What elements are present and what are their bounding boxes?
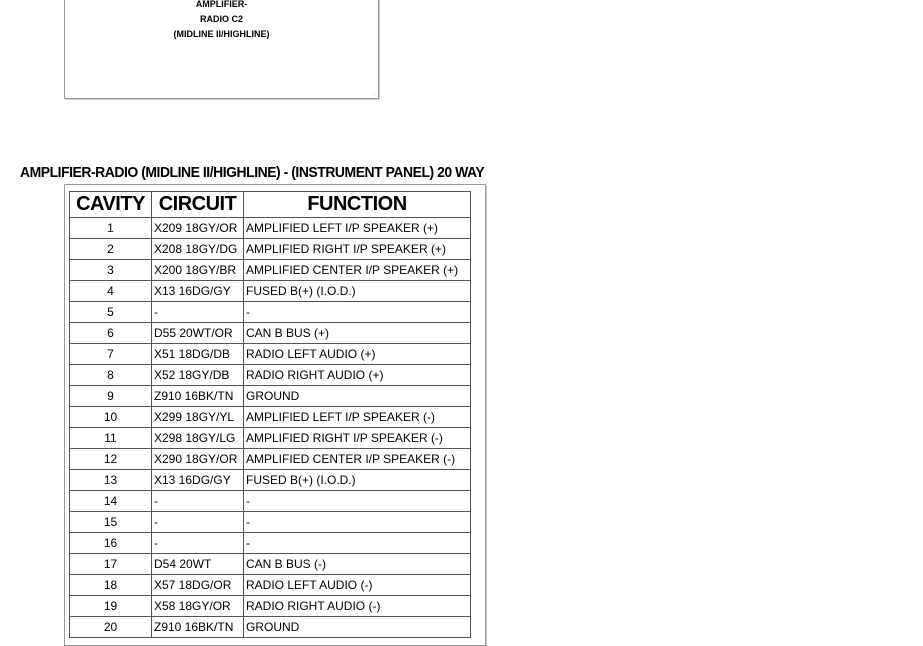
figure-caption-line-3: (MIDLINE II/HIGHLINE) — [173, 29, 270, 39]
header-function: FUNCTION — [244, 192, 471, 218]
cavity-cell: 3 — [70, 260, 152, 281]
circuit-cell: - — [152, 512, 244, 533]
figure-caption — [65, 0, 378, 42]
circuit-cell: X298 18GY/LG — [152, 428, 244, 449]
circuit-cell: X51 18DG/DB — [152, 344, 244, 365]
cavity-cell: 18 — [70, 575, 152, 596]
cavity-cell: 17 — [70, 554, 152, 575]
table-row — [70, 407, 471, 428]
cavity-cell: 19 — [70, 596, 152, 617]
pinout-table — [69, 191, 471, 638]
circuit-cell: X13 16DG/GY — [152, 470, 244, 491]
figure-caption-line-2: RADIO C2 — [199, 14, 243, 24]
table-row — [70, 386, 471, 407]
table-row — [70, 554, 471, 575]
function-cell: GROUND — [244, 386, 471, 407]
circuit-cell: X52 18GY/DB — [152, 365, 244, 386]
cavity-cell: 6 — [70, 323, 152, 344]
cavity-cell: 1 — [70, 218, 152, 239]
header-cavity: CAVITY — [70, 192, 152, 218]
function-cell: CAN B BUS (+) — [244, 323, 471, 344]
section-title: AMPLIFIER-RADIO (MIDLINE II/HIGHLINE) - (INSTRUMENT PANEL) 20 WAY — [20, 164, 485, 181]
circuit-cell: D54 20WT — [152, 554, 244, 575]
circuit-cell: X57 18DG/OR — [152, 575, 244, 596]
table-row — [70, 470, 471, 491]
table-row — [70, 323, 471, 344]
circuit-cell: - — [152, 302, 244, 323]
cavity-cell: 7 — [70, 344, 152, 365]
function-cell: RADIO RIGHT AUDIO (+) — [244, 365, 471, 386]
function-cell: - — [244, 512, 471, 533]
table-row — [70, 575, 471, 596]
function-cell: AMPLIFIED LEFT I/P SPEAKER (-) — [244, 407, 471, 428]
cavity-cell: 2 — [70, 239, 152, 260]
function-cell: RADIO RIGHT AUDIO (-) — [244, 596, 471, 617]
function-cell: RADIO LEFT AUDIO (+) — [244, 344, 471, 365]
function-cell: AMPLIFIED CENTER I/P SPEAKER (+) — [244, 260, 471, 281]
function-cell: FUSED B(+) (I.O.D.) — [244, 281, 471, 302]
circuit-cell: X299 18GY/YL — [152, 407, 244, 428]
function-cell: GROUND — [244, 617, 471, 638]
cavity-cell: 9 — [70, 386, 152, 407]
circuit-cell: X208 18GY/DG — [152, 239, 244, 260]
table-row — [70, 449, 471, 470]
cavity-cell: 13 — [70, 470, 152, 491]
circuit-cell: Z910 16BK/TN — [152, 617, 244, 638]
cavity-cell: 8 — [70, 365, 152, 386]
function-cell: RADIO LEFT AUDIO (-) — [244, 575, 471, 596]
circuit-cell: X290 18GY/OR — [152, 449, 244, 470]
function-cell: AMPLIFIED RIGHT I/P SPEAKER (+) — [244, 239, 471, 260]
cavity-cell: 4 — [70, 281, 152, 302]
function-cell: - — [244, 302, 471, 323]
cavity-cell: 16 — [70, 533, 152, 554]
table-row — [70, 239, 471, 260]
circuit-cell: - — [152, 533, 244, 554]
circuit-cell: X58 18GY/OR — [152, 596, 244, 617]
circuit-cell: - — [152, 491, 244, 512]
table-row — [70, 428, 471, 449]
figure-corner-mark: . — [373, 91, 375, 97]
function-cell: - — [244, 491, 471, 512]
table-row — [70, 218, 471, 239]
table-row — [70, 260, 471, 281]
cavity-cell: 10 — [70, 407, 152, 428]
connector-figure-box — [64, 0, 379, 99]
function-cell: CAN B BUS (-) — [244, 554, 471, 575]
table-row — [70, 512, 471, 533]
circuit-cell: Z910 16BK/TN — [152, 386, 244, 407]
cavity-cell: 11 — [70, 428, 152, 449]
header-circuit: CIRCUIT — [152, 192, 244, 218]
function-cell: AMPLIFIED RIGHT I/P SPEAKER (-) — [244, 428, 471, 449]
function-cell: - — [244, 533, 471, 554]
cavity-cell: 20 — [70, 617, 152, 638]
circuit-cell: X209 18GY/OR — [152, 218, 244, 239]
function-cell: AMPLIFIED LEFT I/P SPEAKER (+) — [244, 218, 471, 239]
function-cell: AMPLIFIED CENTER I/P SPEAKER (-) — [244, 449, 471, 470]
figure-caption-line-1: AMPLIFIER- — [195, 0, 248, 9]
table-row — [70, 344, 471, 365]
cavity-cell: 12 — [70, 449, 152, 470]
cavity-cell: 5 — [70, 302, 152, 323]
table-row — [70, 281, 471, 302]
circuit-cell: D55 20WT/OR — [152, 323, 244, 344]
pinout-table-body — [70, 218, 471, 638]
table-row — [70, 491, 471, 512]
table-row — [70, 596, 471, 617]
function-cell: FUSED B(+) (I.O.D.) — [244, 470, 471, 491]
table-row — [70, 617, 471, 638]
table-row — [70, 302, 471, 323]
table-row — [70, 365, 471, 386]
cavity-cell: 14 — [70, 491, 152, 512]
cavity-cell: 15 — [70, 512, 152, 533]
table-row — [70, 533, 471, 554]
table-header-row — [70, 192, 471, 218]
circuit-cell: X13 16DG/GY — [152, 281, 244, 302]
circuit-cell: X200 18GY/BR — [152, 260, 244, 281]
